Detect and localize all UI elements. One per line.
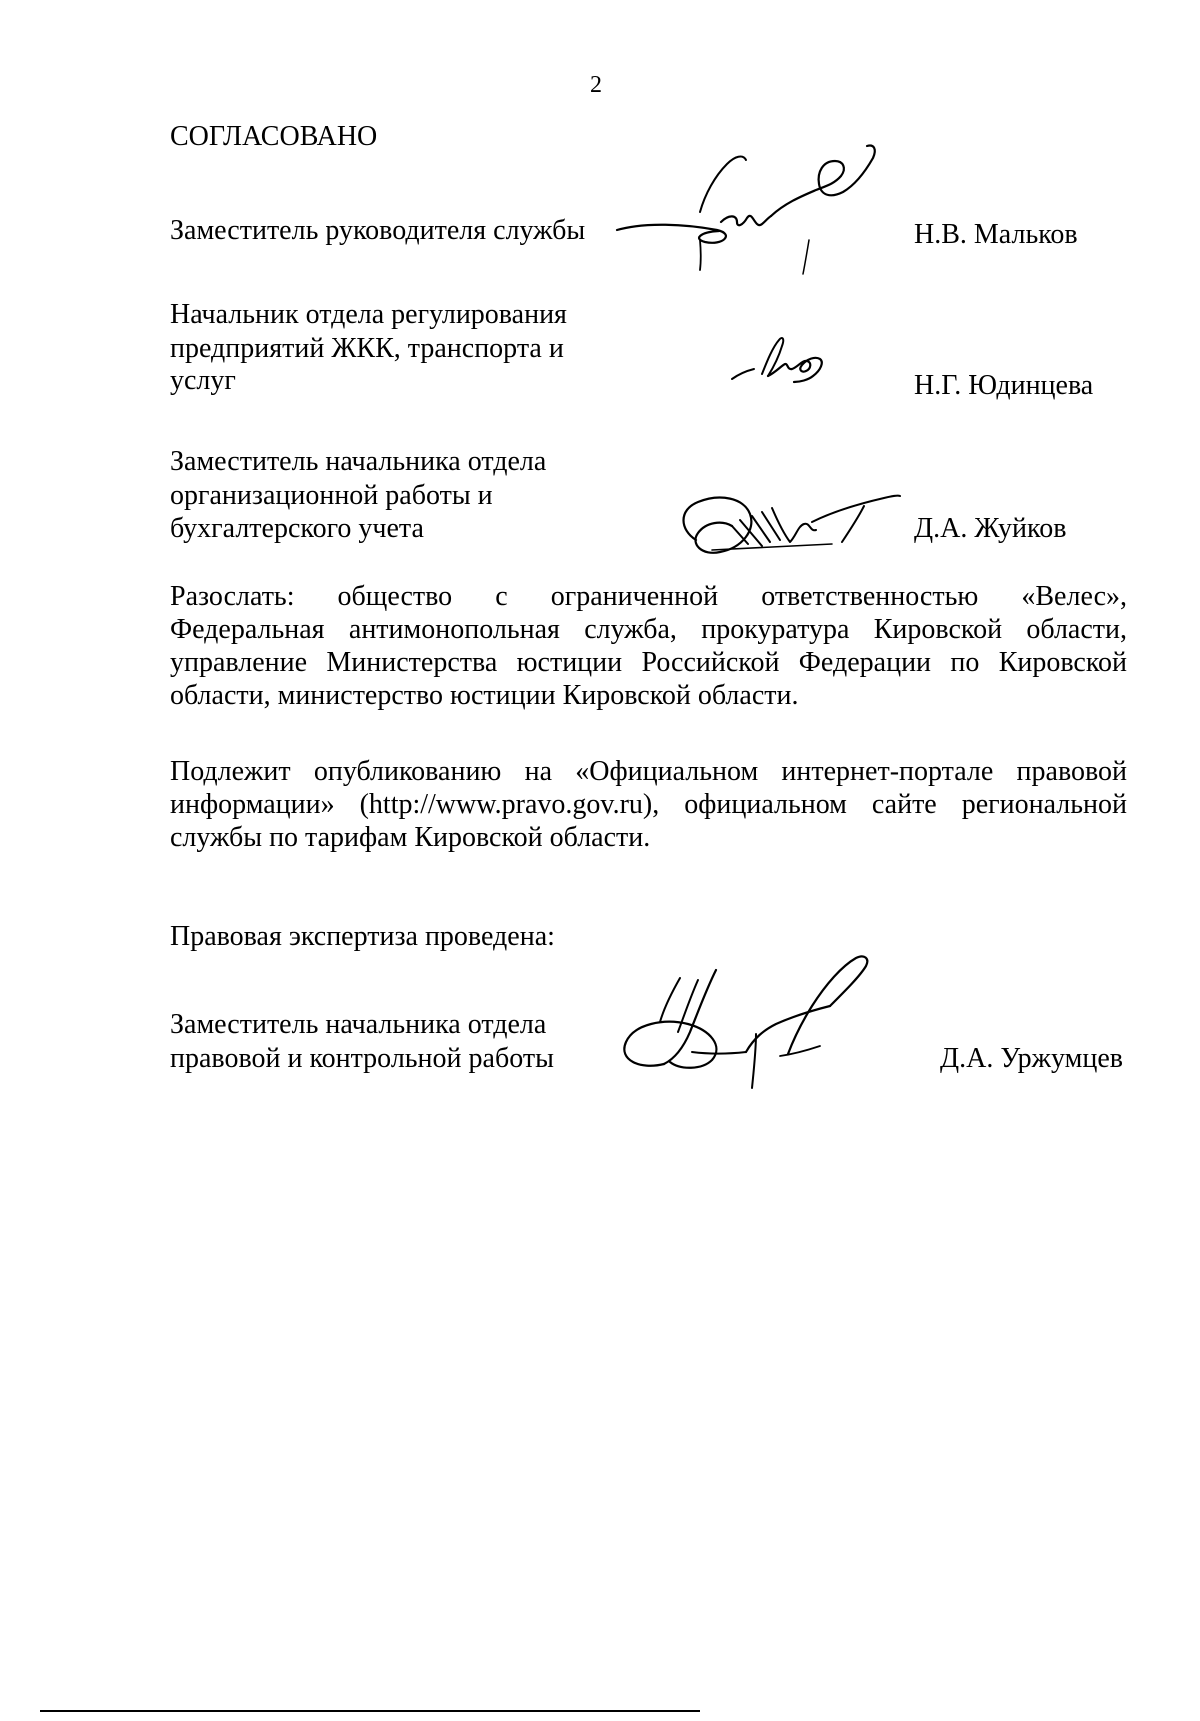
- signer-3-title-line-1: Заместитель начальника отдела: [170, 446, 547, 477]
- publication-paragraph: [170, 755, 1127, 854]
- signature-zhuikov: [672, 478, 912, 568]
- approval-heading: СОГЛАСОВАНО: [170, 121, 378, 152]
- legal-review-heading: Правовая экспертиза проведена:: [170, 921, 555, 952]
- publication-line: Подлежит опубликованию на «Официальном интернет-портале правовой: [170, 756, 1127, 787]
- distribution-line: области, министерство юстиции Кировской области.: [170, 680, 799, 711]
- signer-3-name: Д.А. Жуйков: [914, 513, 1067, 544]
- legal-signer-title-line-2: правовой и контрольной работы: [170, 1043, 554, 1074]
- distribution-line: Разослать: общество с ограниченной ответственностью «Велес»,: [170, 581, 1127, 612]
- distribution-line: управление Министерства юстиции Российской Федерации по Кировской: [170, 647, 1127, 678]
- signer-2-name: Н.Г. Юдинцева: [914, 370, 1094, 401]
- legal-signer-title-line-1: Заместитель начальника отдела: [170, 1009, 547, 1040]
- distribution-line: Федеральная антимонопольная служба, прокуратура Кировской области,: [170, 614, 1127, 645]
- distribution-paragraph: [170, 580, 1127, 712]
- signer-1-title: Заместитель руководителя службы: [170, 215, 586, 246]
- publication-line: службы по тарифам Кировской области.: [170, 822, 651, 853]
- signer-2-title-line-3: услуг: [170, 365, 236, 396]
- signature-urzhumtsev: [580, 950, 900, 1100]
- signature-malkov: [605, 140, 935, 280]
- page-number: 2: [590, 72, 602, 98]
- legal-signer-name: Д.А. Уржумцев: [940, 1043, 1124, 1074]
- signer-1-name: Н.В. Мальков: [914, 219, 1078, 250]
- signature-yudintseva: [724, 334, 854, 394]
- signer-3-title-line-3: бухгалтерского учета: [170, 513, 424, 544]
- signer-2-title-line-2: предприятий ЖКК, транспорта и: [170, 333, 564, 364]
- signer-2-title-line-1: Начальник отдела регулирования: [170, 299, 567, 330]
- footer-rule: [40, 1710, 700, 1712]
- signer-3-title-line-2: организационной работы и: [170, 480, 493, 511]
- publication-line: информации» (http://www.pravo.gov.ru), официальном сайте региональной: [170, 789, 1127, 820]
